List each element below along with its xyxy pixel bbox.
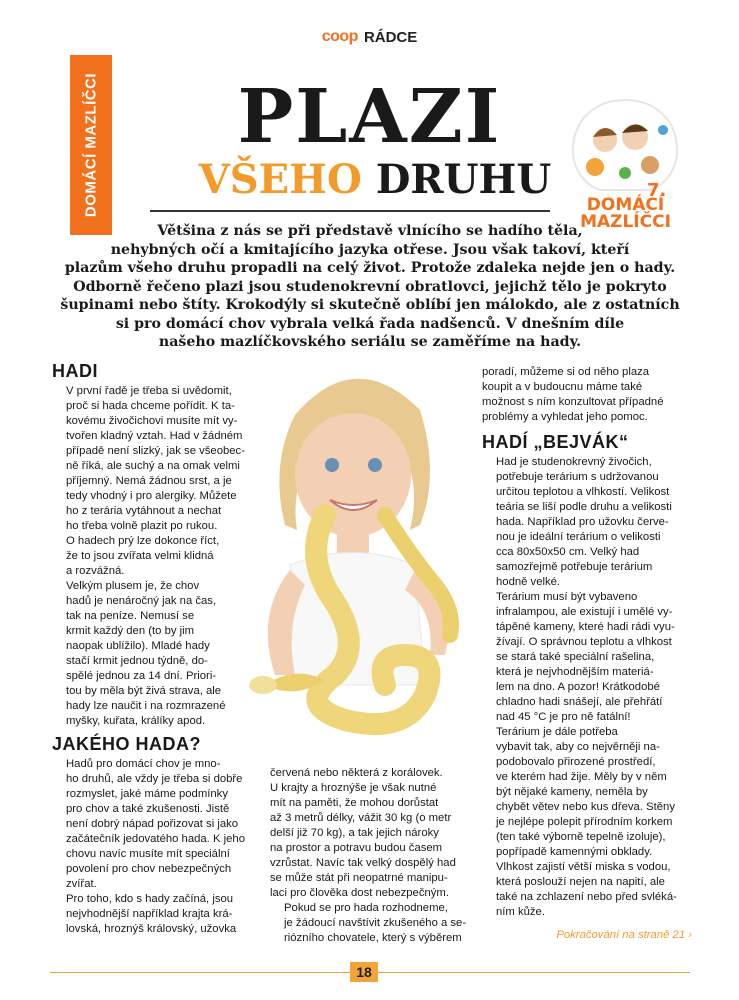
text-line: spělé jednou za 14 dní. Priori- bbox=[66, 670, 217, 682]
text-line: teária se liší podle druhu a velikosti bbox=[496, 501, 672, 513]
para-middle-2 bbox=[270, 901, 470, 946]
title-accent: VŠEHO bbox=[198, 156, 362, 203]
continued-link[interactable]: Pokračování na straně 21 › bbox=[556, 929, 692, 941]
text-line: povolení pro chov nebezpečných bbox=[66, 863, 232, 875]
text-line: tápěné kameny, které hadi rádi vyu- bbox=[496, 621, 675, 633]
text-line: infralampou, ale existují i umělé vy- bbox=[496, 606, 673, 618]
text-line: hadů je nenáročný jak na čas, bbox=[66, 595, 217, 607]
text-line: vybavit tak, aby co nejvěrněji na- bbox=[496, 741, 660, 753]
text-line: naopak ublížilo). Mladé hady bbox=[66, 640, 210, 652]
text-line: laci pro člověka dost nebezpečným. bbox=[270, 887, 449, 899]
text-line: (ten také výborně tepelně izoluje), bbox=[496, 831, 666, 843]
text-line: hodně velké. bbox=[496, 576, 561, 588]
text-line: ně říká, ale suchý a na omak velmi bbox=[66, 460, 240, 472]
para-bejvak-3 bbox=[482, 725, 692, 920]
text-line: stačí krmit jednou týdně, do- bbox=[66, 655, 208, 667]
text-line: myšky, kuřata, králíky apod. bbox=[66, 715, 206, 727]
text-line: problémy a vyhledat jeho pomoc. bbox=[482, 411, 648, 423]
title-rest: DRUHU bbox=[375, 156, 552, 203]
text-line: vzrůstat. Navíc tak velký dospělý had bbox=[270, 857, 456, 869]
text-line: příjemný. Nemá žádnou srst, a je bbox=[66, 475, 232, 487]
text-line: O hadech prý lze dokonce říct, bbox=[66, 535, 220, 547]
text-line: je nejlépe polepit přírodním korkem bbox=[496, 816, 673, 828]
brand bbox=[322, 28, 418, 46]
page-header bbox=[0, 28, 739, 46]
text-line: je žádoucí navštívit zkušeného a se- bbox=[284, 917, 467, 929]
text-line: a rozvážná. bbox=[66, 565, 125, 577]
text-line: Terárium musí být vybaveno bbox=[496, 591, 638, 603]
text-line: cca 80x50x50 cm. Velký had bbox=[496, 546, 640, 558]
text-line: kovému živočichovi musíte mít vy- bbox=[66, 415, 238, 427]
girl-with-snake-photo bbox=[235, 355, 475, 755]
text-line: být nějaké kameny, neměla by bbox=[496, 786, 648, 798]
text-line: Terárium je dále potřeba bbox=[496, 726, 618, 738]
text-line: lem na dno. A pozor! Krátkodobé bbox=[496, 681, 660, 693]
text-line: proč si hada chceme pořídit. K ta- bbox=[66, 400, 235, 412]
text-line: až 3 metrů délky, vážit 30 kg (o metr bbox=[270, 812, 452, 824]
text-line: zvířat. bbox=[66, 878, 97, 890]
page-number: 18 bbox=[350, 962, 378, 982]
heading-jakeho-hada: JAKÉHO HADA? bbox=[52, 734, 202, 754]
text-line: tak na peníze. Nemusí se bbox=[66, 610, 195, 622]
column-left bbox=[52, 360, 252, 937]
text-line: samozřejmě potřebuje terárium bbox=[496, 561, 653, 573]
intro-line: našeho mazlíčkovského seriálu se zaměříme na hady. bbox=[158, 334, 582, 350]
coop-logo: coop bbox=[321, 28, 358, 45]
text-line: ho druhů, ale vždy je třeba si dobře bbox=[66, 773, 243, 785]
text-line: hady lze naučit i na rozmrazené bbox=[66, 700, 226, 712]
text-line: Had je studenokrevný živočich, bbox=[496, 456, 652, 468]
text-line: hada. Například pro užovku červe- bbox=[496, 516, 669, 528]
text-line: tou by měla být živá strava, ale bbox=[66, 685, 222, 697]
intro-line: Odborně řečeno plazi jsou studenokrevní obratlovci, jejichž tělo je pokryto bbox=[73, 278, 667, 295]
text-line: žívají. O správnou teplotu a vlhkost bbox=[496, 636, 672, 648]
badge-cat-icon bbox=[586, 158, 604, 176]
text-line: také na zchlazení nebo před svléká- bbox=[496, 891, 677, 903]
text-line: Vlhkost zajistí větší miska s vodou, bbox=[496, 861, 671, 873]
para-jakeho-2 bbox=[52, 892, 252, 937]
column-middle bbox=[270, 766, 470, 946]
text-line: chladno hadi snášejí, ale přehřátí bbox=[496, 696, 663, 708]
badge-pets-illustration bbox=[565, 95, 685, 205]
text-line: tedy vhodný i pro alergiky. Můžete bbox=[66, 490, 237, 502]
text-line: lovská, hroznýš královský, užovka bbox=[66, 923, 237, 935]
intro-line: šupinami nebo štíty. Krokodýly si skutečně oblíbí jen málokdo, ale z ostatních bbox=[60, 297, 680, 313]
text-line: že to jsou zvířata velmi klidná bbox=[66, 550, 214, 562]
para-jakeho-1 bbox=[52, 757, 252, 892]
title-underline bbox=[150, 210, 550, 212]
heading-hadi: HADI bbox=[52, 361, 98, 381]
text-line: krmit každý den (to by jim bbox=[66, 625, 195, 637]
text-line: potřebuje terárium s udržovanou bbox=[496, 471, 659, 483]
title-line-2 bbox=[195, 156, 555, 203]
intro-line: Většina z nás se při představě vlnícího se hadího těla, bbox=[157, 223, 583, 239]
badge-number: 7. bbox=[647, 180, 667, 201]
brand-name: RÁDCE bbox=[363, 28, 418, 46]
text-line: chovu navíc musíte mít speciální bbox=[66, 848, 230, 860]
para-hadi-2 bbox=[52, 579, 252, 729]
text-line: červená nebo některá z korálovek. bbox=[270, 767, 443, 779]
para-bejvak-1 bbox=[482, 455, 692, 590]
text-line: ním kůže. bbox=[496, 906, 545, 918]
text-line: možnost s ním konzultovat případné bbox=[482, 396, 664, 408]
text-line: určitou teplotou a vlhkostí. Velikost bbox=[496, 486, 670, 498]
text-line: která je nejvhodnějším materiá- bbox=[496, 666, 654, 678]
text-line: koupit a v budoucnu máme také bbox=[482, 381, 643, 393]
text-line: nad 45 °C je pro ně fatální! bbox=[496, 711, 631, 723]
heading-hadi-bejvak: HADÍ „BEJVÁK“ bbox=[482, 432, 629, 452]
para-hadi-1 bbox=[52, 384, 252, 579]
column-right bbox=[482, 365, 692, 943]
para-bejvak-2 bbox=[482, 590, 692, 725]
badge-dog-icon bbox=[641, 156, 659, 174]
side-tab-label: DOMÁCÍ MAZLÍČCI bbox=[82, 72, 100, 218]
text-line: začátečník jedovatého hada. K jeho bbox=[66, 833, 245, 845]
text-line: není dobrý nápad pořizovat si jako bbox=[66, 818, 239, 830]
text-line: ho třeba volně plazit po rukou. bbox=[66, 520, 218, 532]
text-line: na prostor a potravu budou časem bbox=[270, 842, 443, 854]
text-line: chybět větev nebo kus dřeva. Stěny bbox=[496, 801, 675, 813]
intro-line: si pro domácí chov vybrala velká řada nadšenců. V dnešním díle bbox=[115, 315, 625, 332]
text-line: Pokud se pro hada rozhodneme, bbox=[284, 902, 448, 914]
text-line: Pro toho, kdo s hady začíná, jsou bbox=[66, 893, 234, 905]
intro-line: plazům všeho druhu propadli na celý život. Protože zdaleka nejde jen o hady. bbox=[64, 260, 676, 276]
text-line: podobovalo přirozené prostředí, bbox=[496, 756, 656, 768]
badge-label-line2: MAZLÍČCI bbox=[580, 212, 671, 232]
text-line: která poslouží nejen na napití, ale bbox=[496, 876, 665, 888]
text-line: Velkým plusem je, že chov bbox=[66, 580, 200, 592]
text-line: Hadů pro domácí chov je mno- bbox=[66, 758, 221, 770]
text-line: případě není slizký, jak se všeobec- bbox=[66, 445, 245, 457]
text-line: poradí, můžeme si od něho plaza bbox=[482, 366, 650, 378]
text-line: ho z terária vytáhnout a nechat bbox=[66, 505, 222, 517]
badge-label-line1: DOMÁCÍ bbox=[586, 195, 665, 215]
text-line: rozmyslet, jaké máme podmínky bbox=[66, 788, 228, 800]
text-line: popřípadě kamennými obklady. bbox=[496, 846, 653, 858]
intro-line: nehybných očí a kmitajícího jazyka otřese. Jsou však takoví, kteří bbox=[110, 241, 630, 258]
text-line: nou je ideální terárium o velikosti bbox=[496, 531, 661, 543]
text-line: U krajty a hroznýše je však nutné bbox=[270, 782, 437, 794]
text-line: pro chov a také zkušenosti. Jistě bbox=[66, 803, 230, 815]
para-right-1 bbox=[482, 365, 692, 425]
text-line: se může stát při neopatrné manipu- bbox=[270, 872, 448, 884]
text-line: nejvhodnější například krajta krá- bbox=[66, 908, 233, 920]
text-line: se stará také speciální rašelina, bbox=[496, 651, 655, 663]
text-line: riózního chovatele, který s výběrem bbox=[284, 932, 462, 944]
text-line: delší již 70 kg), a tak jejich nároky bbox=[270, 827, 439, 839]
text-line: mít na paměti, že mohou dorůstat bbox=[270, 797, 439, 809]
intro-paragraph bbox=[60, 222, 680, 352]
text-line: ve kterém had žije. Měly by v něm bbox=[496, 771, 667, 783]
badge-bird-icon bbox=[658, 125, 668, 135]
para-middle-1 bbox=[270, 766, 470, 901]
text-line: tvořen kladný vztah. Had v žádném bbox=[66, 430, 243, 442]
title-line-1: PLAZI bbox=[237, 74, 502, 160]
text-line: V první řadě je třeba si uvědomit, bbox=[66, 385, 232, 397]
